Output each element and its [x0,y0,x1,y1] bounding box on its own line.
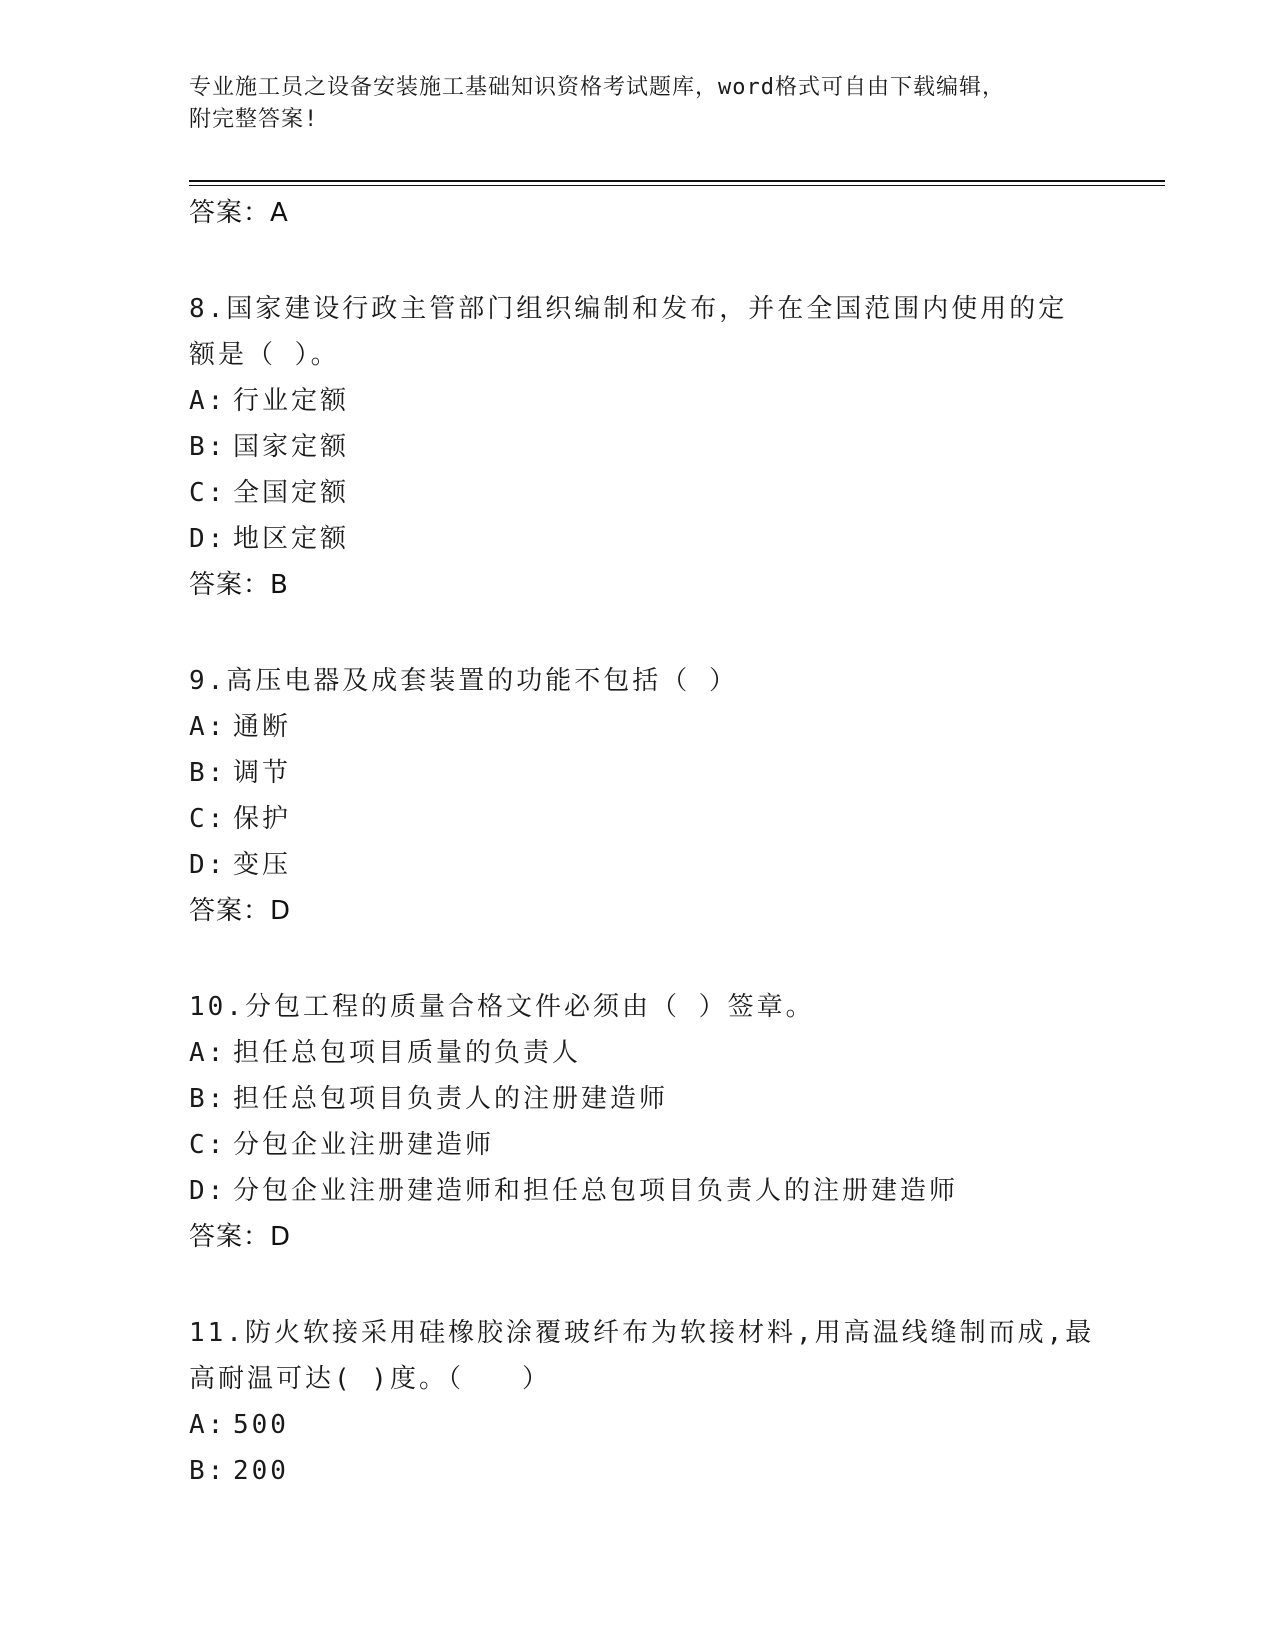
question-item [189,286,1165,608]
option-key: D: [189,1176,227,1206]
option-key: A: [189,1038,227,1068]
option-text: 保护 [233,804,292,834]
option-key: C: [189,478,227,508]
option-text: 分包企业注册建造师和担任总包项目负责人的注册建造师 [233,1176,959,1206]
option-d [189,842,1165,888]
option-c [189,1122,1165,1168]
option-a [189,1030,1165,1076]
question-item [189,1310,1165,1494]
option-text: 调节 [233,758,292,788]
option-key: B: [189,432,227,462]
option-text: 500 [233,1410,289,1440]
question-text: 8.国家建设行政主管部门组织编制和发布，并在全国范围内使用的定 [189,294,1068,324]
option-a [189,1402,1165,1448]
option-d [189,1168,1165,1214]
option-b [189,424,1165,470]
option-key: C: [189,1130,227,1160]
option-key: C: [189,804,227,834]
header-line-2: 附完整答案! [189,107,319,132]
document-header [189,72,1089,136]
header-divider-thin [189,185,1165,186]
header-divider-thick [189,180,1165,182]
question-text: 高耐温可达( )度。（ ） [189,1364,551,1394]
answer-line: 答案：D [189,1222,292,1252]
question-list [189,190,1165,1494]
option-text: 担任总包项目质量的负责人 [233,1038,582,1068]
option-text: 分包企业注册建造师 [233,1130,495,1160]
option-key: D: [189,524,227,554]
option-key: B: [189,1456,227,1486]
question-item [189,984,1165,1260]
option-key: B: [189,1084,227,1114]
option-text: 全国定额 [233,478,350,508]
option-a [189,378,1165,424]
option-key: D: [189,850,227,880]
option-text: 变压 [233,850,292,880]
question-item [189,658,1165,934]
option-text: 200 [233,1456,289,1486]
answer-line: 答案：D [189,896,292,926]
answer-line: 答案：A [189,198,289,228]
question-text: 11.防火软接采用硅橡胶涂覆玻纤布为软接材料,用高温线缝制而成,最 [189,1318,1095,1348]
option-key: A: [189,1410,227,1440]
option-b [189,1076,1165,1122]
question-text: 10.分包工程的质量合格文件必须由（ ）签章。 [189,992,815,1022]
option-text: 通断 [233,712,292,742]
option-key: A: [189,712,227,742]
option-text: 国家定额 [233,432,350,462]
option-c [189,470,1165,516]
header-line-1: 专业施工员之设备安装施工基础知识资格考试题库，word格式可自由下载编辑， [189,75,1005,100]
option-a [189,704,1165,750]
option-text: 担任总包项目负责人的注册建造师 [233,1084,669,1114]
option-text: 行业定额 [233,386,350,416]
option-key: A: [189,386,227,416]
option-b [189,1448,1165,1494]
option-key: B: [189,758,227,788]
question-text: 9.高压电器及成套装置的功能不包括（ ） [189,666,738,696]
option-c [189,796,1165,842]
option-b [189,750,1165,796]
answer-line: 答案：B [189,570,289,600]
option-text: 地区定额 [233,524,350,554]
option-d [189,516,1165,562]
question-text: 额是（ ）。 [189,340,340,370]
